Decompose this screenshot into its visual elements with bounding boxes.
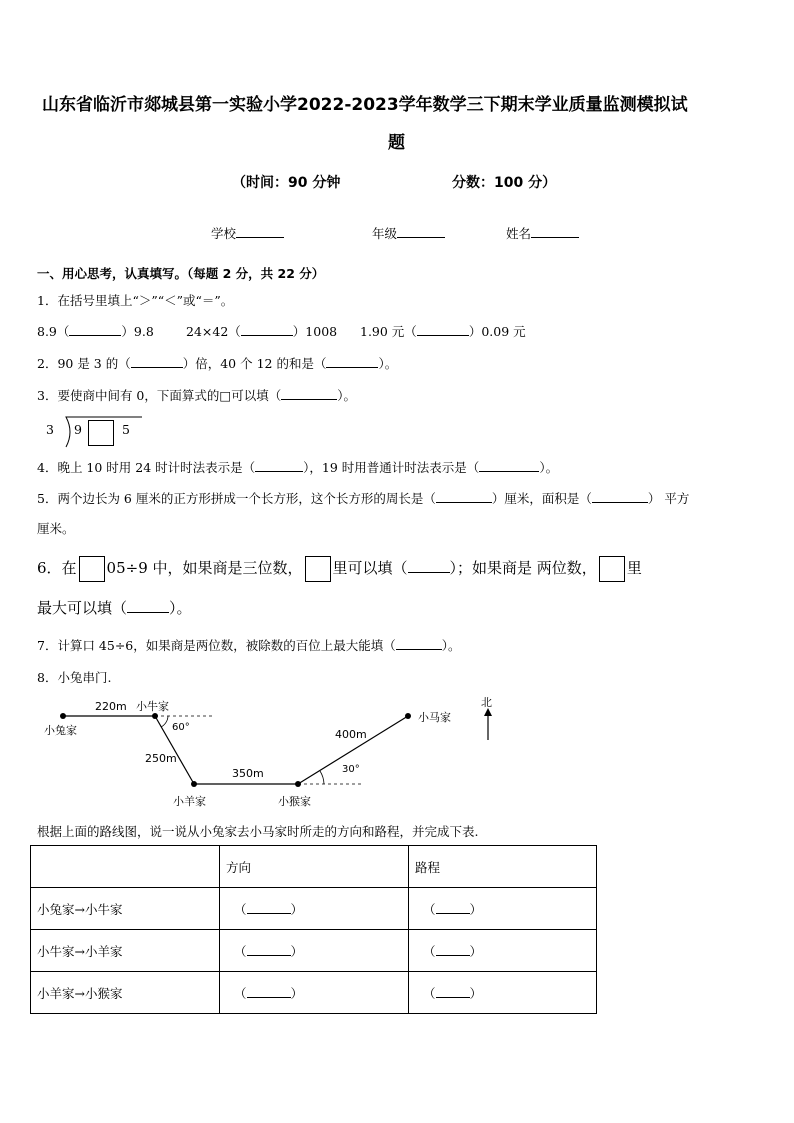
label-distance-400: 400m (335, 728, 367, 741)
question-1: 1．在括号里填上“＞”“＜”或“＝”。 (37, 293, 234, 308)
label-angle-30: 30° (342, 764, 360, 775)
table-cell-direction (220, 930, 409, 972)
table-row (31, 930, 597, 972)
q6-text-5: 里 (626, 559, 642, 577)
q2-text-3: ）。 (378, 356, 398, 371)
distance-blank[interactable] (436, 901, 470, 914)
table-header-corner (31, 846, 220, 888)
q4-text-3: ）。 (539, 460, 559, 475)
question-6-continued (37, 597, 192, 618)
label-sheep-house: 小羊家 (173, 795, 206, 808)
rabbit-house-point (60, 713, 66, 719)
question-8: 8．小兔串门. (37, 670, 112, 685)
direction-blank[interactable] (247, 901, 291, 914)
table-header-distance: 路程 (409, 846, 597, 888)
table-cell-distance (409, 930, 597, 972)
label-monkey-house: 小猴家 (278, 795, 311, 808)
question-1-b (186, 322, 337, 340)
sheep-house-point (191, 781, 197, 787)
question-2 (37, 354, 397, 372)
table-cell-direction (220, 888, 409, 930)
monkey-house-point (295, 781, 301, 787)
q7-text-2: ）。 (441, 638, 461, 653)
dir-close: ） (290, 901, 304, 917)
dir-close: ） (290, 985, 304, 1001)
dir-open: （ (234, 901, 247, 917)
name-field (506, 224, 579, 242)
label-north: 北 (481, 696, 492, 709)
dist-open: （ (423, 901, 436, 917)
q3-blank[interactable] (281, 387, 337, 400)
dist-open: （ (423, 943, 436, 959)
q1c-left: 1.90 元（ (360, 324, 417, 339)
name-label: 姓名 (506, 226, 532, 241)
label-distance-220: 220m (95, 700, 127, 713)
q3-division-figure (44, 414, 154, 450)
q1a-right: ）9.8 (121, 324, 154, 339)
exam-score: 分数：100 分） (452, 175, 557, 191)
q5-text-3: ） 平方 (647, 491, 690, 506)
q7-text-1: 7．计算口 45÷6，如果商是两位数，被除数的百位上最大能填（ (37, 638, 396, 653)
q4-text-2: ），19 时用普通计时法表示是（ (303, 460, 480, 475)
q4-blank-2[interactable] (479, 459, 539, 472)
page-title-continued: 题 (388, 133, 405, 153)
label-distance-350: 350m (232, 767, 264, 780)
question-1-c (360, 322, 526, 340)
school-field (211, 224, 284, 242)
question-6 (37, 556, 642, 582)
dist-close: ） (469, 943, 483, 959)
q3-divisor: 3 (46, 422, 54, 437)
route-table (30, 845, 597, 1014)
question-4 (37, 458, 558, 476)
school-blank[interactable] (236, 225, 284, 238)
q2-blank-1[interactable] (131, 355, 183, 368)
q3-text-2: ）。 (337, 388, 356, 403)
table-header-row (31, 846, 597, 888)
direction-blank[interactable] (247, 943, 291, 956)
q6-blank-2[interactable] (127, 598, 169, 613)
q6-text-6: 最大可以填（ (37, 599, 128, 617)
q3-text-1: 3．要使商中间有 0，下面算式的□可以填（ (37, 388, 282, 403)
dist-close: ） (469, 985, 483, 1001)
school-label: 学校 (211, 226, 237, 241)
grade-blank[interactable] (397, 225, 445, 238)
q6-box-2[interactable] (305, 556, 331, 582)
question-8-instruction: 根据上面的路线图，说一说从小兔家去小马家时所走的方向和路程，并完成下表. (37, 824, 479, 839)
q6-blank-1[interactable] (408, 558, 450, 573)
q6-box-3[interactable] (599, 556, 625, 582)
q3-digit-1: 9 (74, 422, 82, 437)
table-row (31, 972, 597, 1014)
distance-blank[interactable] (436, 985, 470, 998)
q6-text-1: 6．在 (37, 559, 77, 577)
label-ox-house: 小牛家 (136, 700, 169, 713)
question-3 (37, 386, 356, 404)
q6-text-3: 里可以填（ (332, 559, 408, 577)
q1c-blank[interactable] (417, 323, 469, 336)
table-cell-route: 小兔家→小牛家 (31, 888, 220, 930)
dist-open: （ (423, 985, 436, 1001)
q1b-left: 24×42（ (186, 324, 241, 339)
angle-arc-30 (320, 771, 324, 784)
distance-blank[interactable] (436, 943, 470, 956)
q1b-blank[interactable] (241, 323, 293, 336)
q6-text-2: 05÷9 中，如果商是三位数， (106, 559, 303, 577)
page-title: 山东省临沂市郯城县第一实验小学2022-2023学年数学三下期末学业质量监测模拟试 (42, 95, 688, 115)
name-blank[interactable] (531, 225, 579, 238)
dir-close: ） (290, 943, 304, 959)
table-row (31, 888, 597, 930)
horse-house-point (405, 713, 411, 719)
q1a-left: 8.9（ (37, 324, 70, 339)
table-cell-route: 小羊家→小猴家 (31, 972, 220, 1014)
q3-missing-digit-box[interactable] (88, 420, 114, 446)
q4-blank-1[interactable] (255, 459, 303, 472)
q7-blank[interactable] (396, 637, 442, 650)
label-horse-house: 小马家 (418, 711, 451, 724)
dist-close: ） (469, 901, 483, 917)
q1c-right: ）0.09 元 (468, 324, 526, 339)
grade-label: 年级 (372, 226, 398, 241)
q5-text-1: 5．两个边长为 6 厘米的正方形拼成一个长方形，这个长方形的周长是（ (37, 491, 436, 506)
q3-digit-3: 5 (122, 422, 130, 437)
dir-open: （ (234, 985, 247, 1001)
q5-blank-2[interactable] (592, 490, 648, 503)
label-angle-60: 60° (172, 722, 190, 733)
q2-text-1: 2．90 是 3 的（ (37, 356, 131, 371)
question-1-a (37, 322, 154, 340)
table-cell-direction (220, 972, 409, 1014)
angle-arc-60 (161, 716, 168, 727)
table-header-direction: 方向 (220, 846, 409, 888)
direction-blank[interactable] (247, 985, 291, 998)
q2-blank-2[interactable] (326, 355, 378, 368)
q4-text-1: 4．晚上 10 时用 24 时计时法表示是（ (37, 460, 256, 475)
label-distance-250: 250m (145, 752, 177, 765)
q1b-right: ）1008 (292, 324, 338, 339)
section-heading: 一、用心思考，认真填写。（每题 2 分，共 22 分） (37, 266, 325, 281)
label-rabbit-house: 小兔家 (44, 724, 77, 737)
grade-field (372, 224, 445, 242)
table-cell-route: 小牛家→小羊家 (31, 930, 220, 972)
q5-blank-1[interactable] (436, 490, 492, 503)
question-7 (37, 636, 461, 654)
q6-text-7: ）。 (169, 599, 192, 617)
table-cell-distance (409, 888, 597, 930)
q2-text-2: ）倍，40 个 12 的和是（ (182, 356, 327, 371)
question-5-continued: 厘米。 (37, 521, 75, 536)
q6-box-1[interactable] (79, 556, 105, 582)
dir-open: （ (234, 943, 247, 959)
exam-time: （时间：90 分钟 (232, 175, 341, 191)
question-5 (37, 489, 689, 507)
q6-text-4: ）；如果商是 两位数， (449, 559, 597, 577)
q5-text-2: ）厘米，面积是（ (491, 491, 592, 506)
table-cell-distance (409, 972, 597, 1014)
q1a-blank[interactable] (69, 323, 121, 336)
